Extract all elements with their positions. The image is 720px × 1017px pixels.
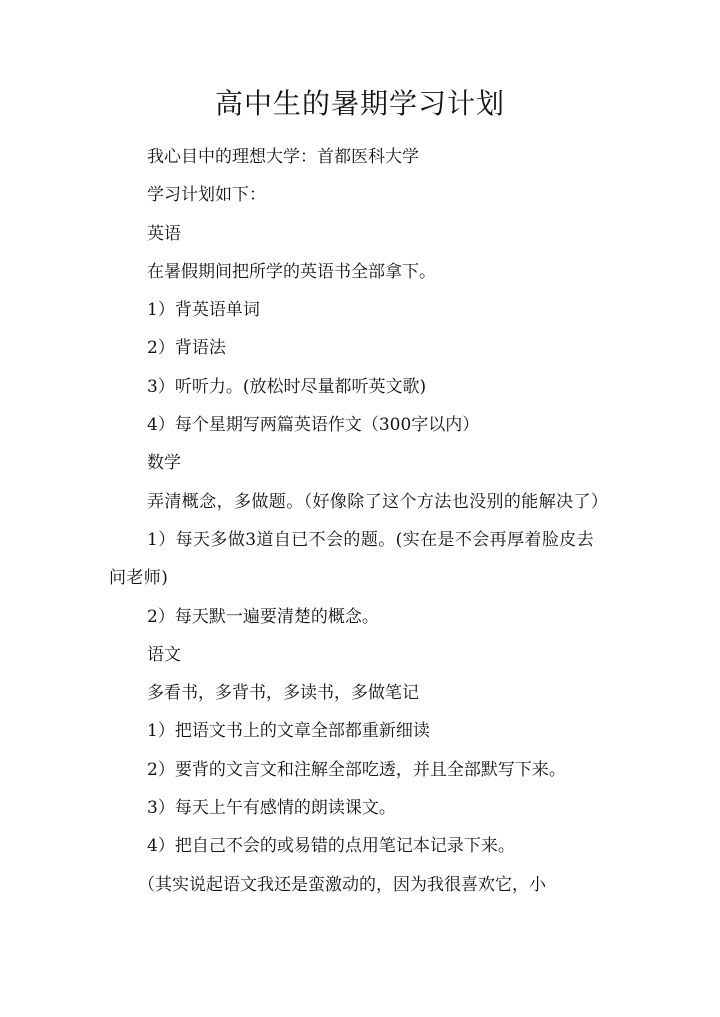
heading-english: 英语 [147,223,181,244]
document-body [109,138,611,904]
paragraph-chinese-intro: 多看书，多背书，多读书，多做笔记 [147,683,419,704]
list-item-english-4: 4）每个星期写两篇英语作文（300字以内） [147,415,480,436]
paragraph-chinese-note: （其实说起语文我还是蛮激动的，因为我很喜欢它，小 [138,874,546,895]
list-item-chinese-1: 1）把语文书上的文章全部都重新细读 [147,721,430,742]
list-item-english-1: 1）背英语单词 [147,300,260,321]
list-item-chinese-2: 2）要背的文言文和注解全部吃透，并且全部默写下来。 [147,759,566,780]
list-item-english-3: 3）听听力。(放松时尽量都听英文歌) [147,376,427,397]
list-item-chinese-3: 3）每天上午有感情的朗读课文。 [147,798,396,819]
list-item-chinese-4: 4）把自己不会的或易错的点用笔记本记录下来。 [147,836,515,857]
paragraph-math-intro: 弄清概念，多做题。（好像除了这个方法也没别的能解决了） [147,491,609,512]
heading-math: 数学 [147,453,181,474]
list-item-math-2: 2）每天默一遍要清楚的概念。 [147,606,379,627]
document-title: 高中生的暑期学习计划 [214,87,505,120]
paragraph-plan-intro: 学习计划如下： [147,185,266,206]
list-item-english-2: 2）背语法 [147,338,226,359]
heading-chinese: 语文 [147,644,181,665]
paragraph-dream-university: 我心目中的理想大学：首都医科大学 [147,147,419,167]
paragraph-english-goal: 在暑假期间把所学的英语书全部拿下。 [147,261,436,282]
list-item-math-1: 1）每天多做3道自已不会的题。(实在是不会再厚着脸皮去问老师) [109,529,595,589]
